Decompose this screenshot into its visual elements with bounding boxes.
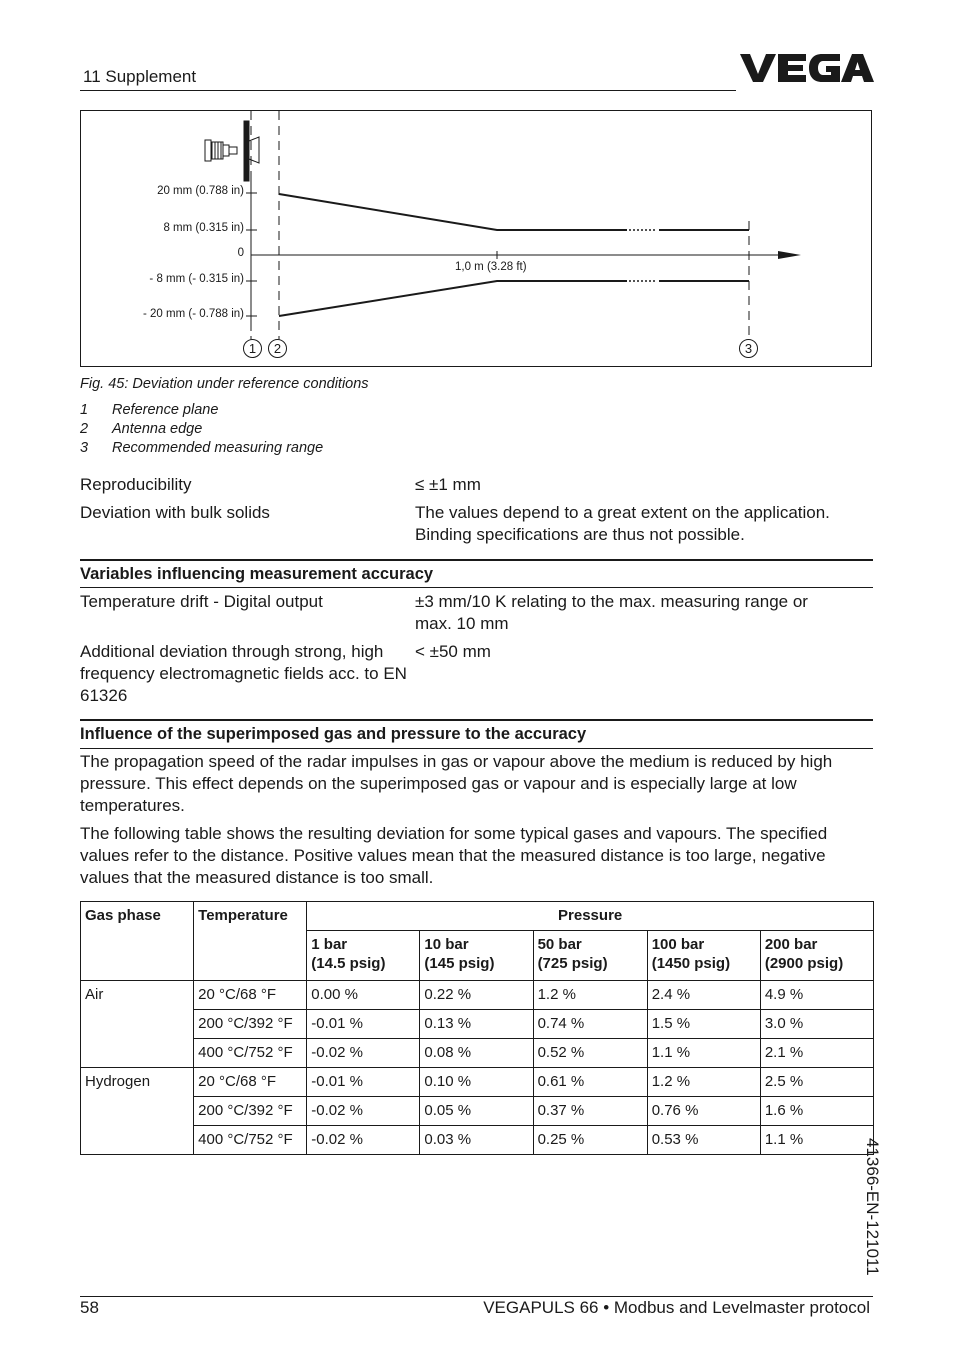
value-cell: 0.03 % [420,1126,533,1155]
pressure-col [307,931,420,981]
table-row [81,1126,874,1155]
footer-rule [80,1296,873,1297]
pressure-bar: 100 bar [651,936,705,953]
pressure-psig: (145 psig) [424,955,495,972]
legend-text: Reference plane [112,402,219,418]
value-cell: 0.74 % [533,1010,647,1039]
document-code: 41366-EN-121011 [863,1138,882,1276]
value-cell: 1.2 % [533,981,647,1010]
page-number: 58 [80,1298,99,1317]
pressure-bar: 10 bar [424,936,469,953]
temperature-drift-label: Temperature drift - Digital output [80,592,323,611]
value-cell: 0.10 % [420,1068,533,1097]
temp-cell: 400 °C/752 °F [194,1126,307,1155]
pressure-col [533,931,647,981]
pressure-col [420,931,533,981]
em-deviation-label: Additional deviation through strong, high frequency electromagnetic fields acc. to EN 61326 [80,642,407,705]
section-rule-bottom [80,748,873,749]
gas-paragraph-2: The following table shows the resulting deviation for some typical gases and vapours. The specified values refer to the distance. Positive values mean that the measured distance is too large, negative values that the measured distance is too small. [80,824,828,887]
temperature-header: Temperature [194,902,307,981]
temp-cell: 200 °C/392 °F [194,1010,307,1039]
section-rule-top [80,719,873,721]
value-cell: 2.5 % [760,1068,873,1097]
value-cell: -0.02 % [307,1097,420,1126]
pressure-header: Pressure [307,902,874,931]
x-label: 1,0 m (3.28 ft) [455,261,527,273]
upper-deviation-line [279,194,627,230]
pressure-bar: 200 bar [764,936,818,953]
pressure-psig: (1450 psig) [651,955,731,972]
value-cell: 3.0 % [760,1010,873,1039]
value-cell: 4.9 % [760,981,873,1010]
value-cell: 0.37 % [533,1097,647,1126]
x-axis-arrow [778,251,801,259]
value-cell: -0.01 % [307,1068,420,1097]
marker-2: 2 [268,339,287,358]
pressure-bar: 50 bar [537,936,582,953]
section-label: 11 Supplement [83,67,197,86]
value-cell: 0.25 % [533,1126,647,1155]
gas-deviation-table [80,901,874,1155]
value-cell: 0.53 % [647,1126,760,1155]
document-title: VEGAPULS 66 • Modbus and Levelmaster protocol [483,1298,870,1317]
reproducibility-label: Reproducibility [80,475,192,494]
pressure-psig: (14.5 psig) [311,955,386,972]
value-cell: 1.1 % [760,1126,873,1155]
table-row [81,1010,874,1039]
value-cell: 2.1 % [760,1039,873,1068]
legend-text: Antenna edge [112,421,203,437]
value-cell: 1.1 % [647,1039,760,1068]
legend-item [80,440,323,456]
pressure-col [760,931,873,981]
gas-paragraph-1: The propagation speed of the radar impulses in gas or vapour above the medium is reduced by high pressure. This effect depends on the superimposed gas or vapour and is especially large at low temperatures. [80,752,833,815]
vega-logo-graphic [740,50,874,86]
value-cell: 0.61 % [533,1068,647,1097]
y-label-20: 20 mm (0.788 in) [157,185,244,197]
table-row [81,1097,874,1126]
marker-3: 3 [739,339,758,358]
value-cell: 1.2 % [647,1068,760,1097]
gas-phase-header: Gas phase [81,902,194,981]
legend-num: 3 [80,440,89,456]
value-cell: -0.02 % [307,1039,420,1068]
value-cell: -0.02 % [307,1126,420,1155]
deviation-figure [80,110,872,367]
temperature-drift-value: ±3 mm/10 K relating to the max. measuring range or max. 10 mm [415,592,808,633]
value-cell: 1.6 % [760,1097,873,1126]
value-cell: -0.01 % [307,1010,420,1039]
y-labels [81,111,244,366]
legend-text: Recommended measuring range [112,440,324,456]
reproducibility-value: ≤ ±1 mm [415,475,481,494]
table-row [81,1068,874,1097]
section-rule-bottom [80,587,873,588]
gas-cell: Hydrogen [81,1068,194,1155]
y-label-0: 0 [237,247,244,259]
value-cell: 0.22 % [420,981,533,1010]
legend-num: 2 [80,421,89,437]
em-deviation-value: < ±50 mm [415,642,491,661]
section-rule-top [80,559,873,561]
lower-deviation-line [279,281,627,316]
vega-logo [740,50,874,86]
value-cell: 2.4 % [647,981,760,1010]
bulk-solids-label: Deviation with bulk solids [80,503,270,522]
temp-cell: 20 °C/68 °F [194,981,307,1010]
table-row [81,1039,874,1068]
value-cell: 0.52 % [533,1039,647,1068]
table-header-row [81,902,874,931]
value-cell: 0.00 % [307,981,420,1010]
pressure-col [647,931,760,981]
value-cell: 0.13 % [420,1010,533,1039]
gas-cell: Air [81,981,194,1068]
temp-cell: 200 °C/392 °F [194,1097,307,1126]
bulk-solids-value: The values depend to a great extent on the application. Binding specifications are thus not possible. [415,503,830,544]
pressure-psig: (2900 psig) [764,955,844,972]
value-cell: 0.05 % [420,1097,533,1126]
figure-caption: Fig. 45: Deviation under reference conditions [80,376,369,392]
header-rule [80,90,736,91]
y-label-neg20: - 20 mm (- 0.788 in) [143,308,244,320]
pressure-bar: 1 bar [311,936,348,953]
pressure-psig: (725 psig) [537,955,608,972]
variables-heading: Variables influencing measurement accuracy [80,565,434,583]
legend-item [80,421,202,437]
value-cell: 0.76 % [647,1097,760,1126]
value-cell: 1.5 % [647,1010,760,1039]
legend-item [80,402,218,418]
gas-influence-heading: Influence of the superimposed gas and pressure to the accuracy [80,725,587,743]
temp-cell: 20 °C/68 °F [194,1068,307,1097]
legend-num: 1 [80,402,89,418]
table-row [81,981,874,1010]
y-label-neg8: - 8 mm (- 0.315 in) [149,273,244,285]
temp-cell: 400 °C/752 °F [194,1039,307,1068]
y-label-8: 8 mm (0.315 in) [163,222,244,234]
value-cell: 0.08 % [420,1039,533,1068]
marker-1: 1 [243,339,262,358]
